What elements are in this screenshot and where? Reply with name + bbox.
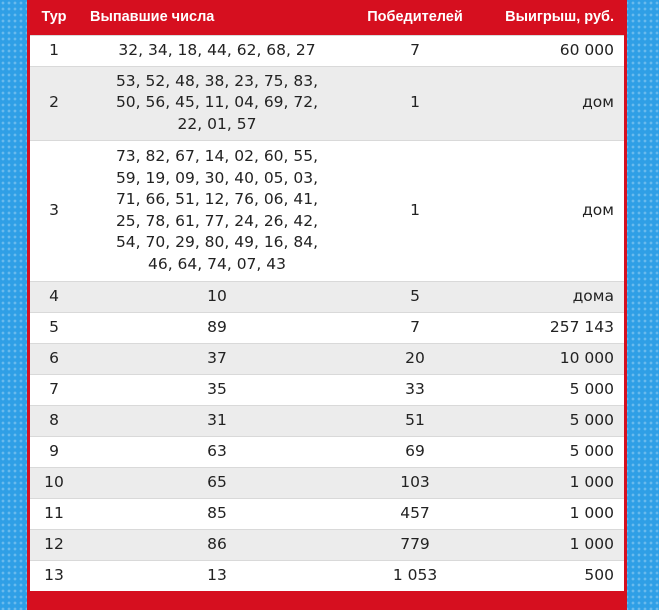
header-tour: Тур	[41, 9, 67, 26]
cell-numbers	[78, 529, 356, 560]
numbers-line: 85	[207, 503, 227, 522]
numbers-line: 35	[207, 379, 227, 398]
cell-numbers	[78, 467, 356, 498]
cell-winners: 7	[356, 312, 474, 343]
header-row	[30, 0, 624, 35]
cell-tour: 2	[30, 66, 78, 140]
cell-numbers	[78, 560, 356, 591]
numbers-lines	[207, 441, 227, 463]
cell-numbers	[78, 498, 356, 529]
cell-prize: 10 000	[474, 343, 624, 374]
cell-prize: 5 000	[474, 405, 624, 436]
numbers-line: 53, 52, 48, 38, 23, 75, 83,	[115, 71, 319, 90]
numbers-lines	[207, 410, 227, 432]
table-row	[30, 140, 624, 281]
cell-winners: 20	[356, 343, 474, 374]
lottery-results-table	[30, 0, 624, 591]
cell-numbers	[78, 35, 356, 66]
cell-prize: 5 000	[474, 374, 624, 405]
numbers-line: 22, 01, 57	[177, 114, 257, 133]
cell-tour: 3	[30, 140, 78, 281]
cell-tour: 13	[30, 560, 78, 591]
numbers-lines	[207, 317, 227, 339]
numbers-lines	[207, 379, 227, 401]
table-row	[30, 281, 624, 312]
numbers-line: 65	[207, 472, 227, 491]
numbers-line: 31	[207, 410, 227, 429]
numbers-lines	[207, 503, 227, 525]
table-row	[30, 374, 624, 405]
cell-prize: 500	[474, 560, 624, 591]
numbers-line: 10	[207, 286, 227, 305]
numbers-line: 59, 19, 09, 30, 40, 05, 03,	[115, 168, 319, 187]
cell-winners: 457	[356, 498, 474, 529]
table-header	[30, 0, 624, 35]
cell-tour: 8	[30, 405, 78, 436]
numbers-line: 54, 70, 29, 80, 49, 16, 84,	[115, 233, 319, 251]
cell-winners: 69	[356, 436, 474, 467]
cell-numbers	[78, 140, 356, 281]
numbers-line: 13	[207, 566, 227, 584]
table-row	[30, 405, 624, 436]
cell-numbers	[78, 343, 356, 374]
cell-tour: 11	[30, 498, 78, 529]
header-numbers: Выпавшие числа	[90, 9, 215, 26]
table-row	[30, 343, 624, 374]
cell-tour: 5	[30, 312, 78, 343]
cell-winners: 1	[356, 66, 474, 140]
cell-prize: дом	[474, 66, 624, 140]
cell-winners: 51	[356, 405, 474, 436]
cell-numbers	[78, 374, 356, 405]
cell-numbers	[78, 436, 356, 467]
cell-tour: 9	[30, 436, 78, 467]
cell-winners: 7	[356, 35, 474, 66]
table-row	[30, 312, 624, 343]
numbers-lines	[207, 286, 227, 308]
cell-prize: 60 000	[474, 35, 624, 66]
numbers-line: 32, 34, 18, 44, 62, 68, 27	[118, 40, 316, 59]
header-winners: Победителей	[367, 9, 463, 26]
cell-tour: 1	[30, 35, 78, 66]
table-row	[30, 35, 624, 66]
cell-prize: 5 000	[474, 436, 624, 467]
table-row	[30, 498, 624, 529]
table-row	[30, 560, 624, 591]
cell-numbers	[78, 281, 356, 312]
table-row	[30, 529, 624, 560]
cell-winners: 5	[356, 281, 474, 312]
numbers-line: 25, 78, 61, 77, 24, 26, 42,	[115, 211, 319, 230]
table-body	[30, 35, 624, 591]
numbers-line: 37	[207, 348, 227, 367]
cell-numbers	[78, 405, 356, 436]
cell-winners: 1 053	[356, 560, 474, 591]
cell-prize: 1 000	[474, 529, 624, 560]
numbers-lines	[118, 40, 315, 62]
cell-tour: 10	[30, 467, 78, 498]
cell-prize: 1 000	[474, 498, 624, 529]
numbers-lines	[207, 534, 227, 556]
cell-tour: 7	[30, 374, 78, 405]
cell-tour: 6	[30, 343, 78, 374]
cell-prize: 257 143	[474, 312, 624, 343]
cell-numbers	[78, 66, 356, 140]
numbers-line: 50, 56, 45, 11, 04, 69, 72,	[115, 93, 319, 112]
cell-winners: 1	[356, 140, 474, 281]
cell-tour: 4	[30, 281, 78, 312]
numbers-line: 71, 66, 51, 12, 76, 06, 41,	[115, 190, 319, 208]
numbers-line: 86	[207, 534, 227, 553]
cell-numbers	[78, 312, 356, 343]
results-table-frame	[27, 0, 627, 610]
cell-winners: 103	[356, 467, 474, 498]
header-prize: Выигрыш, руб.	[505, 9, 614, 26]
cell-winners: 33	[356, 374, 474, 405]
cell-tour: 12	[30, 529, 78, 560]
numbers-lines	[207, 565, 227, 587]
numbers-line: 63	[207, 441, 227, 460]
cell-prize: дом	[474, 140, 624, 281]
numbers-line: 46, 64, 74, 07, 43	[147, 254, 287, 273]
numbers-lines	[116, 146, 318, 275]
table-row	[30, 436, 624, 467]
cell-prize: дома	[474, 281, 624, 312]
table-row	[30, 66, 624, 140]
cell-prize: 1 000	[474, 467, 624, 498]
numbers-line: 89	[207, 317, 227, 336]
numbers-lines	[116, 71, 318, 136]
numbers-line: 73, 82, 67, 14, 02, 60, 55,	[115, 147, 319, 165]
cell-winners: 779	[356, 529, 474, 560]
numbers-lines	[207, 348, 227, 370]
table-row	[30, 467, 624, 498]
numbers-lines	[207, 472, 227, 494]
